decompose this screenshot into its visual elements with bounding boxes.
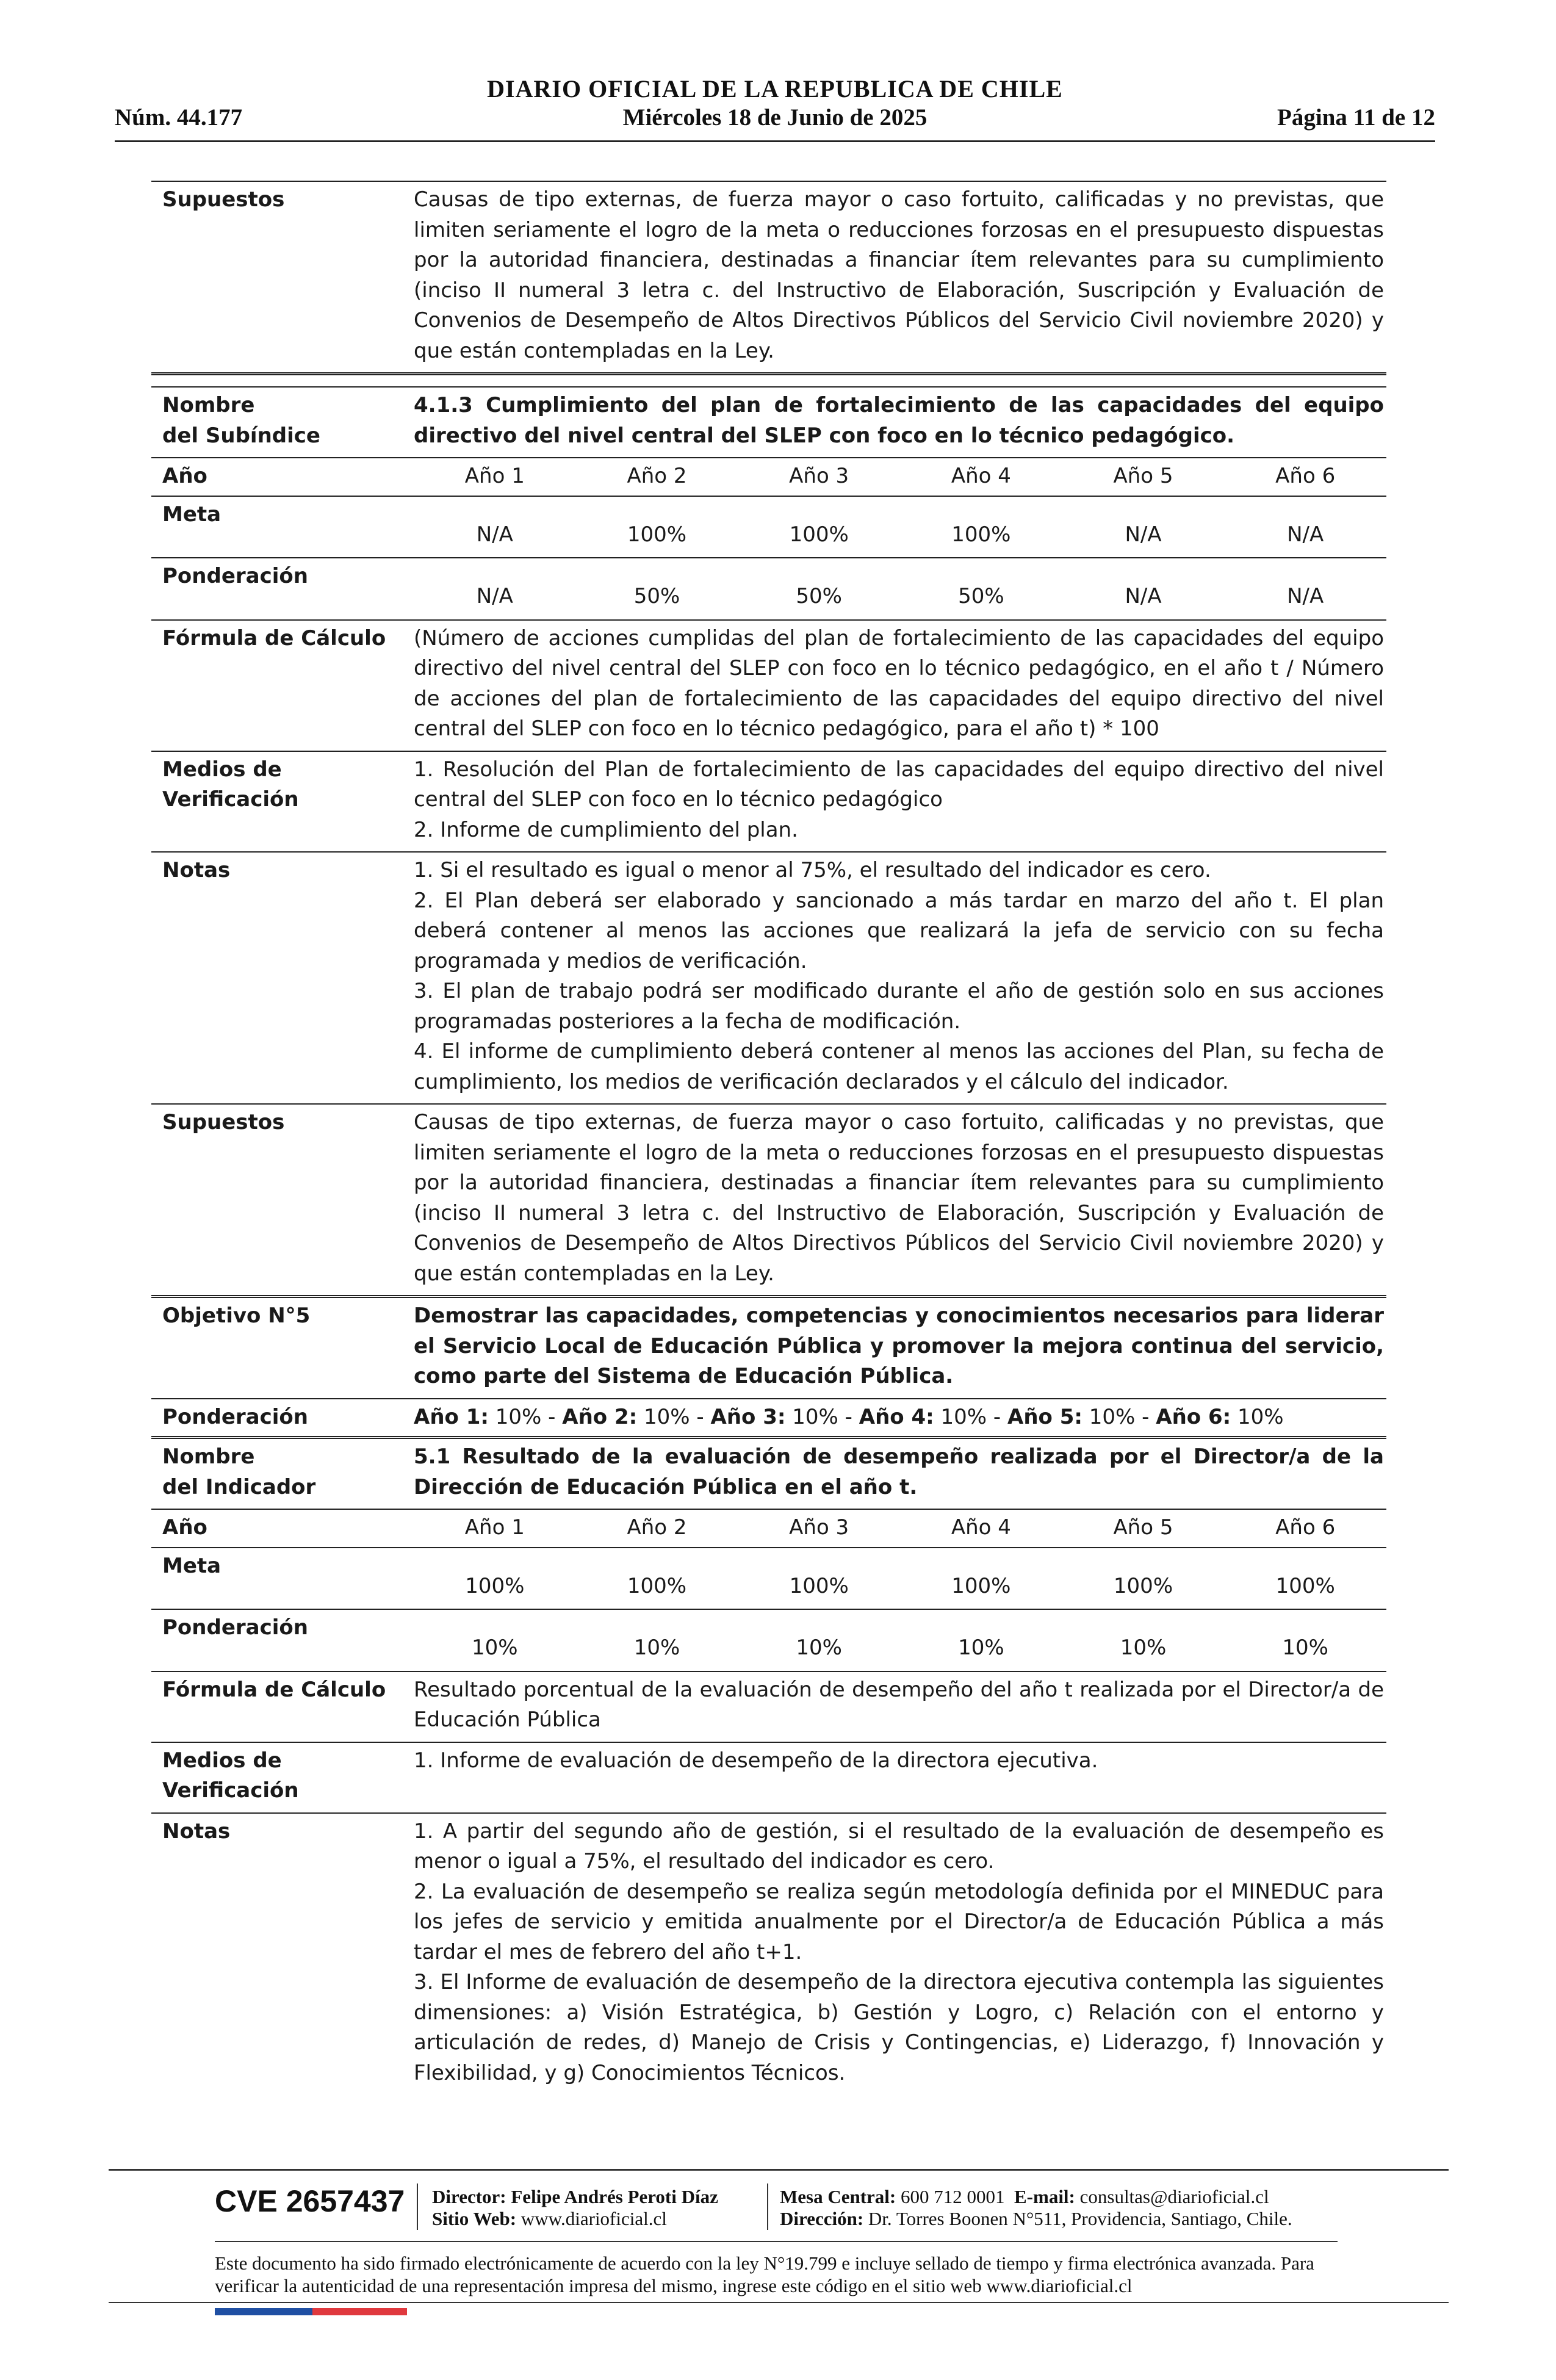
table-row — [151, 1743, 1386, 1814]
year-cell: Año 3 — [789, 1515, 849, 1540]
meta-cell: 100% — [627, 522, 687, 547]
table-row — [151, 1105, 1386, 1298]
meta-cell: N/A — [1125, 522, 1162, 547]
year-headers — [414, 461, 1386, 492]
email-link[interactable]: consultas@diarioficial.cl — [1079, 2186, 1269, 2207]
weight-values — [414, 561, 1386, 612]
row-label: Meta — [162, 1553, 222, 1578]
weight-cell: 50% — [633, 584, 680, 608]
newspaper-title: DIARIO OFICIAL DE LA REPUBLICA DE CHILE — [487, 75, 1063, 103]
table-row — [151, 1298, 1386, 1399]
row-label: Ponderación — [162, 1615, 308, 1640]
list-item: 4. El informe de cumplimiento deberá contener al menos las acciones del Plan, su fecha de cumplimiento, los medios de verificación declarados y el cálculo del indicador. — [414, 1039, 1384, 1094]
meta-cell: 100% — [951, 1573, 1011, 1598]
meta-cell: 100% — [789, 522, 849, 547]
table-row — [151, 1672, 1386, 1743]
row-label: Supuestos — [162, 187, 285, 212]
footer-divider — [109, 2169, 1449, 2171]
year-cell: Año 4 — [951, 1515, 1011, 1540]
table-row — [151, 1439, 1386, 1510]
year-cell: Año 3 — [789, 464, 849, 488]
weight-cell: N/A — [476, 584, 513, 608]
list-item: 2. El Plan deberá ser elaborado y sancionado a más tardar en marzo del año t. El plan deberá contener al menos las acciones que realizará la jefa de servicio con su fecha programada y medios de verificación. — [414, 888, 1384, 973]
row-label: Año — [162, 464, 207, 488]
footer-divider — [215, 2241, 1338, 2242]
table-row — [151, 558, 1386, 621]
indicator-table — [151, 181, 1386, 2094]
indicator-name: 5.1 Resultado de la evaluación de desempeño realizada por el Director/a de la Dirección de Educación Pública en el año t. — [414, 1444, 1384, 1499]
footer-divider — [109, 2302, 1449, 2303]
weight-cell: 50% — [796, 584, 842, 608]
page-header — [115, 74, 1435, 142]
issue-number: Núm. 44.177 — [115, 104, 243, 131]
weight-cell: 10% — [472, 1635, 518, 1660]
website-link[interactable]: www.diarioficial.cl — [520, 2208, 667, 2229]
weight-cell: N/A — [1125, 584, 1162, 608]
table-row — [151, 1610, 1386, 1672]
meta-cell: 100% — [1113, 1573, 1173, 1598]
footer-contact-block: Mesa Central: 600 712 0001 E-mail: consultas@diarioficial.cl Dirección: Dr. Torres Boonen N°511, Providencia, Santiago, Chile. — [780, 2186, 1292, 2229]
weight-cell: N/A — [1287, 584, 1324, 608]
row-label: Notas — [162, 858, 231, 882]
meta-cell: N/A — [1287, 522, 1324, 547]
meta-cell: 100% — [1275, 1573, 1335, 1598]
row-label: Objetivo N°5 — [162, 1304, 311, 1328]
year-cell: Año 2 — [627, 1515, 687, 1540]
weight-cell: 10% — [958, 1635, 1004, 1660]
list-item: 3. El Informe de evaluación de desempeño de la directora ejecutiva contempla las siguientes dimensiones: a) Visión Estratégica, b) Gestión y Logro, c) Relación con el entorno y articulación de redes, d) Manejo de Crisis y Contingencias, e) Liderazgo, f) Innovación y Flexibilidad, y g) Conocimientos Técnicos. — [414, 1970, 1384, 2085]
row-label: Meta — [162, 502, 222, 527]
header-divider — [115, 140, 1435, 142]
table-row — [151, 1814, 1386, 2095]
year-cell: Año 5 — [1113, 1515, 1173, 1540]
table-row — [151, 458, 1386, 497]
flag-stripe-blue — [215, 2308, 312, 2315]
year-cell: Año 1 — [464, 464, 525, 488]
cve-code: CVE 2657437 — [215, 2184, 405, 2218]
notes-list — [414, 1817, 1386, 2089]
row-label: Fórmula de Cálculo — [162, 626, 386, 651]
weight-cell: 10% — [1120, 1635, 1167, 1660]
footer-director-block: Director: Felipe Andrés Peroti Díaz Sitio Web: www.diarioficial.cl — [432, 2186, 718, 2229]
row-label: Ponderación — [162, 1404, 308, 1429]
weight-values — [414, 1613, 1386, 1664]
meta-values — [414, 1551, 1386, 1602]
meta-cell: N/A — [476, 522, 513, 547]
table-row — [151, 386, 1386, 458]
row-value: Causas de tipo externas, de fuerza mayor o caso fortuito, calificadas y no previstas, que limiten seriamente el logro de la meta o reducciones forzosas en el presupuesto dispuestas por la autoridad financiera, destinadas a financiar ítem relevantes para su cumplimiento (inciso II numeral 3 letra c. del Instructivo de Elaboración, Suscripción y Evaluación de Convenios de Desempeño de Altos Directivos Públicos del Servicio Civil noviembre 2020) y que están contempladas en la Ley. — [414, 1110, 1384, 1286]
formula-text: Resultado porcentual de la evaluación de desempeño del año t realizada por el Director/a de Educación Pública — [414, 1677, 1384, 1732]
footer-separator — [767, 2183, 768, 2230]
list-item: 1. Si el resultado es igual o menor al 75%, el resultado del indicador es cero. — [414, 858, 1211, 882]
weight-cell: 50% — [958, 584, 1004, 608]
year-cell: Año 4 — [951, 464, 1011, 488]
objective-weights: Año 1: 10% - Año 2: 10% - Año 3: 10% - Año 4: 10% - Año 5: 10% - Año 6: 10% — [414, 1404, 1284, 1429]
row-label: Nombre del Subíndice — [162, 393, 320, 448]
list-item: 2. Informe de cumplimiento del plan. — [414, 817, 798, 842]
meta-cell: 100% — [951, 522, 1011, 547]
list-item: 2. La evaluación de desempeño se realiza según metodología definida por el MINEDUC para los jefes de servicio y emitida anualmente por el Director/a de Educación Pública a más tardar el mes de febrero del año t+1. — [414, 1879, 1384, 1964]
footer-separator — [417, 2183, 418, 2230]
list-item: 1. Resolución del Plan de fortalecimiento de las capacidades del equipo directivo del nivel central del SLEP con foco en lo técnico pedagógico — [414, 757, 1384, 812]
list-item: 1. A partir del segundo año de gestión, si el resultado de la evaluación de desempeño es menor o igual a 75%, el resultado del indicador es cero. — [414, 1819, 1384, 1873]
table-row — [151, 752, 1386, 853]
page-number: Página 11 de 12 — [1277, 104, 1435, 131]
flag-stripe-red — [312, 2308, 407, 2315]
subindex-name: 4.1.3 Cumplimiento del plan de fortalecimiento de las capacidades del equipo directivo del nivel central del SLEP con foco en lo técnico pedagógico. — [414, 393, 1384, 448]
meta-cell: 100% — [627, 1573, 687, 1598]
issue-date: Miércoles 18 de Junio de 2025 — [622, 104, 927, 131]
year-cell: Año 5 — [1113, 464, 1173, 488]
verification-list — [414, 755, 1386, 846]
year-cell: Año 6 — [1275, 464, 1336, 488]
table-row — [151, 1510, 1386, 1548]
meta-cell: 100% — [465, 1573, 525, 1598]
row-label: Fórmula de Cálculo — [162, 1677, 386, 1702]
table-row — [151, 497, 1386, 559]
year-cell: Año 1 — [464, 1515, 525, 1540]
table-row — [151, 621, 1386, 752]
objective-text: Demostrar las capacidades, competencias y conocimientos necesarios para liderar el Servicio Local de Educación Pública y promover la mejora continua del servicio, como parte del Sistema de Educación Pública. — [414, 1304, 1384, 1388]
notes-list — [414, 856, 1386, 1097]
table-row — [151, 1548, 1386, 1610]
row-label: Año — [162, 1515, 207, 1540]
meta-cell: 100% — [789, 1573, 849, 1598]
list-item: 3. El plan de trabajo podrá ser modificado durante el año de gestión solo en sus acciones programadas posteriores a la fecha de modificación. — [414, 979, 1384, 1034]
table-row — [151, 181, 1386, 375]
row-label: Medios de Verificación — [162, 757, 299, 812]
year-headers — [414, 1513, 1386, 1543]
row-label: Ponderación — [162, 564, 308, 588]
row-label: Nombre del Indicador — [162, 1444, 316, 1499]
verification-text: 1. Informe de evaluación de desempeño de la directora ejecutiva. — [414, 1748, 1098, 1773]
weight-cell: 10% — [796, 1635, 842, 1660]
row-label: Notas — [162, 1819, 231, 1844]
signature-notice: Este documento ha sido firmado electrónicamente de acuerdo con la ley N°19.799 e incluye sellado de tiempo y firma electrónica avanzada. Para verificar la autenticidad de una representación impresa del mismo, ingrese este código en el sitio web www.diarioficial.cl — [215, 2252, 1314, 2296]
row-label: Medios de Verificación — [162, 1748, 299, 1803]
row-value: Causas de tipo externas, de fuerza mayor o caso fortuito, calificadas y no previstas, que limiten seriamente el logro de la meta o reducciones forzosas en el presupuesto dispuestas por la autoridad financiera, destinadas a financiar ítem relevantes para su cumplimiento (inciso II numeral 3 letra c. del Instructivo de Elaboración, Suscripción y Evaluación de Convenios de Desempeño de Altos Directivos Públicos del Servicio Civil noviembre 2020) y que están contempladas en la Ley. — [414, 187, 1384, 363]
formula-text: (Número de acciones cumplidas del plan de fortalecimiento de las capacidades del equipo directivo del nivel central del SLEP con foco en lo técnico pedagógico, en el año t / Número de acciones del plan de fortalecimiento de las capacidades del equipo directivo del nivel central del SLEP con foco en lo técnico pedagógico, para el año t) * 100 — [414, 626, 1384, 741]
table-row — [151, 1399, 1386, 1440]
year-cell: Año 6 — [1275, 1515, 1336, 1540]
meta-values — [414, 500, 1386, 550]
weight-cell: 10% — [633, 1635, 680, 1660]
table-row — [151, 853, 1386, 1105]
year-cell: Año 2 — [627, 464, 687, 488]
row-label: Supuestos — [162, 1110, 285, 1134]
weight-cell: 10% — [1282, 1635, 1328, 1660]
